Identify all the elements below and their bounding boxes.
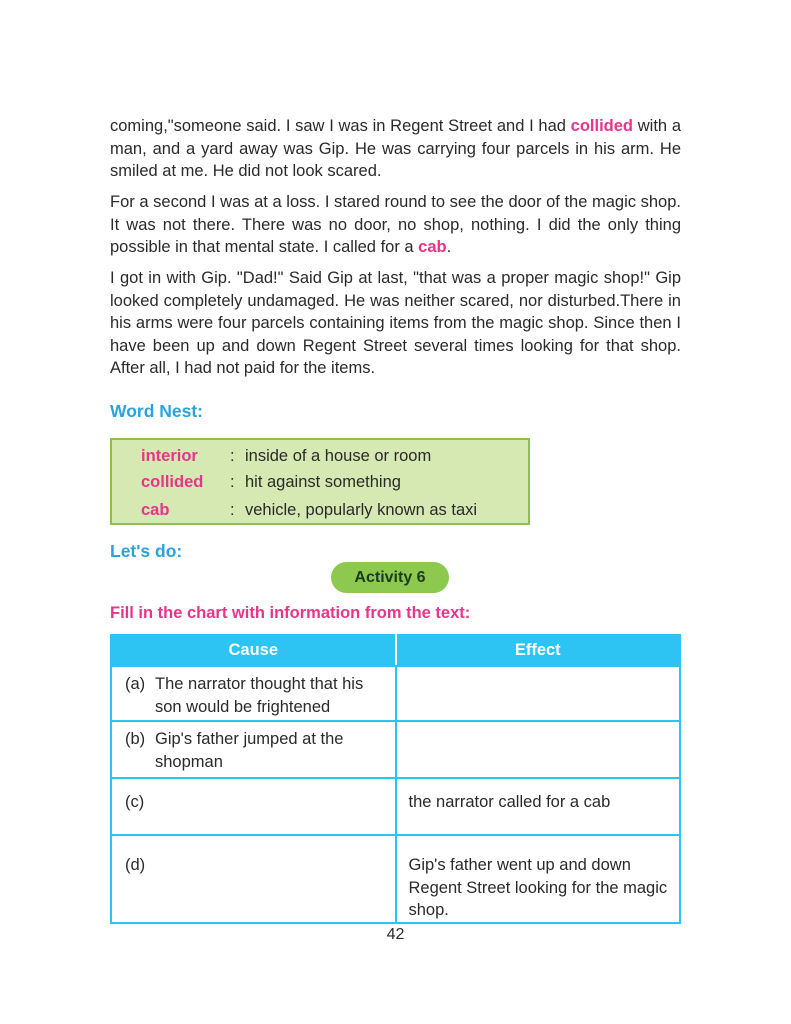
effect-text: the narrator called for a cab: [408, 793, 611, 811]
table-row: [111, 721, 680, 778]
effect-cell[interactable]: [396, 721, 681, 778]
chart-instruction: Fill in the chart with information from the text:: [110, 604, 471, 622]
glossary-term: collided: [141, 473, 204, 491]
activity-badge: Activity 6: [331, 562, 449, 593]
word-nest-heading: Word Nest:: [110, 401, 204, 421]
glossary-separator: :: [230, 473, 235, 491]
glossary-term: cab: [141, 501, 170, 519]
cause-text: Gip's father jumped at the shopman: [155, 730, 344, 771]
row-label: (c): [125, 793, 145, 811]
story-paragraph-1: [110, 115, 681, 183]
effect-cell[interactable]: [396, 666, 681, 721]
table-row: [111, 835, 680, 923]
paragraph-text: coming,"someone said. I saw I was in Regent Street and I had: [110, 117, 571, 135]
glossary-separator: :: [230, 501, 235, 519]
table-header-row: [111, 635, 680, 666]
row-label: (a): [125, 675, 146, 693]
glossary-entry: [112, 443, 528, 469]
highlighted-word: collided: [570, 117, 634, 135]
effect-cell[interactable]: [396, 835, 681, 923]
column-header-effect: Effect: [396, 635, 681, 666]
cause-effect-table: [110, 634, 681, 924]
glossary-term: interior: [141, 447, 198, 465]
cause-text: The narrator thought that his son would be frightened: [155, 675, 364, 716]
paragraph-text: .: [446, 238, 452, 256]
glossary-definition: vehicle, popularly known as taxi: [245, 501, 478, 519]
column-header-cause: Cause: [111, 635, 396, 666]
cause-cell[interactable]: [111, 778, 396, 835]
glossary-definition: inside of a house or room: [245, 447, 432, 465]
lets-do-heading: Let's do:: [110, 541, 183, 561]
table-row: [111, 778, 680, 835]
row-label: (b): [125, 730, 146, 748]
effect-text: Gip's father went up and down Regent Street looking for the magic shop.: [408, 856, 668, 919]
highlighted-word: cab: [418, 238, 447, 256]
glossary-entry: [112, 469, 528, 495]
word-nest-box: [110, 438, 530, 525]
glossary-entry: [112, 497, 528, 523]
glossary-definition: hit against something: [245, 473, 401, 491]
row-label: (d): [125, 856, 146, 874]
page-number: 42: [386, 926, 405, 943]
paragraph-text: For a second I was at a loss. I stared round to see the door of the magic shop. It was not there. There was no door, no shop, nothing. I did the only thing possible in that mental state. I called for a: [110, 193, 681, 256]
story-paragraph-3: I got in with Gip. "Dad!" Said Gip at last, "that was a proper magic shop!" Gip looked completely undamaged. He was neither scared, nor disturbed.There in his arms were four parcels containing items from the magic shop. Since then I have been up and down Regent Street several times looking for that shop. After all, I had not paid for the items.: [110, 269, 681, 377]
paragraph-text: with a man, and a yard away was Gip. He was carrying four parcels in his arm. He smiled at me. He did not look scared.: [110, 117, 681, 180]
effect-cell[interactable]: [396, 778, 681, 835]
glossary-separator: :: [230, 447, 235, 465]
cause-cell[interactable]: [111, 835, 396, 923]
table-row: [111, 666, 680, 721]
story-paragraph-2: [110, 191, 681, 259]
cause-cell[interactable]: [111, 666, 396, 721]
cause-cell[interactable]: [111, 721, 396, 778]
